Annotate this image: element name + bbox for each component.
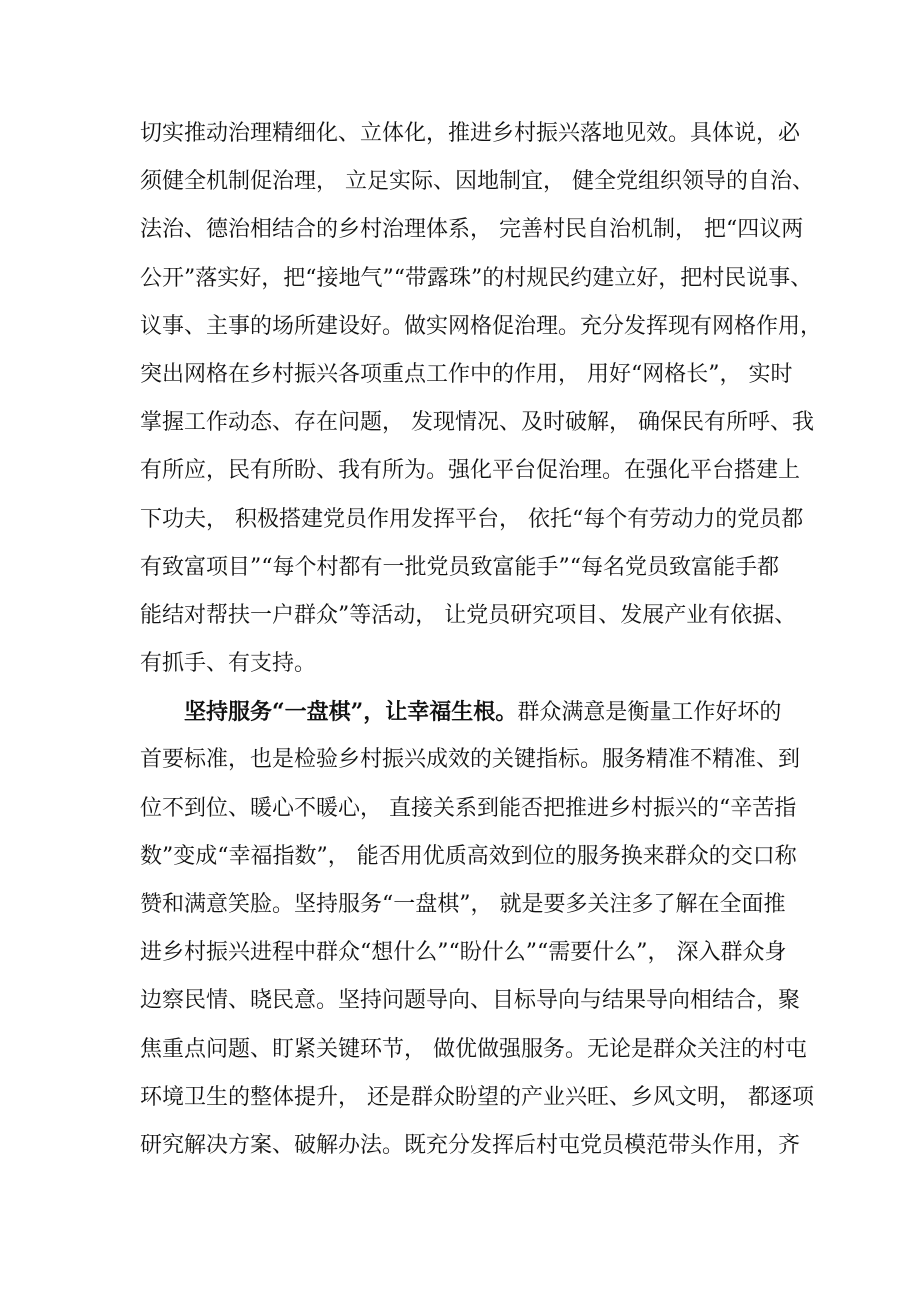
text-line: 焦重点问题、盯紧关键环节， 做优做强服务。无论是群众关注的村屯 [140,1036,807,1062]
text-line-rest: 群众满意是衡量工作好坏的 [517,700,782,726]
text-line: 能结对帮扶一户群众”等活动， 让党员研究项目、发展产业有依据、 [140,602,797,628]
text-line: 位不到位、暖心不暖心， 直接关系到能否把推进乡村振兴的“辛苦指 [140,795,797,821]
text-line: 研究解决方案、破解办法。既充分发挥后村屯党员模范带头作用，齐 [140,1132,801,1158]
text-line: 边察民情、晓民意。坚持问题导向、目标导向与结果导向相结合，聚 [140,988,801,1014]
text-line: 法治、德治相结合的乡村治理体系， 完善村民自治机制， 把“四议两 [140,217,804,243]
text-line: 有致富项目”“每个村都有一批党员致富能手”“每名党员致富能手都 [140,554,779,580]
section-heading: 坚持服务“一盘棋”，让幸福生根。 [184,699,518,726]
text-line: 公开”落实好，把“接地气”“带露珠”的村规民约建立好，把村民说事、 [140,265,813,291]
text-line: 有抓手、有支持。 [140,651,317,677]
text-line: 环境卫生的整体提升， 还是群众盼望的产业兴旺、乡风文明， 都逐项 [140,1084,814,1110]
text-line: 首要标准，也是检验乡村振兴成效的关键指标。服务精准不精准、到 [140,747,801,773]
body-text [140,110,823,1170]
text-line: 议事、主事的场所建设好。做实网格促治理。充分发挥现有网格作用， [140,313,823,339]
text-line: 切实推动治理精细化、立体化，推进乡村振兴落地见效。具体说，必 [140,121,801,146]
text-line: 突出网格在乡村振兴各项重点工作中的作用， 用好“网格长”， 实时 [140,361,793,387]
text-line: 进乡村振兴进程中群众“想什么”“盼什么”“需要什么”， 深入群众身 [140,940,787,966]
text-line: 须健全机制促治理， 立足实际、因地制宜， 健全党组织领导的自治、 [140,169,814,195]
text-line: 下功夫， 积极搭建党员作用发挥平台， 依托“每个有劳动力的党员都 [140,506,804,532]
paragraph-first-line [140,688,780,736]
text-line: 赞和满意笑脸。坚持服务“一盘棋”， 就是要多关注多了解在全面推 [140,892,786,917]
text-line: 数”变成“幸福指数”， 能否用优质高效到位的服务换来群众的交口称 [140,843,797,869]
text-line: 掌握工作动态、存在问题， 发现情况、及时破解， 确保民有所呼、我 [140,410,814,436]
text-line: 有所应，民有所盼、我有所为。强化平台促治理。在强化平台搭建上 [140,458,801,484]
